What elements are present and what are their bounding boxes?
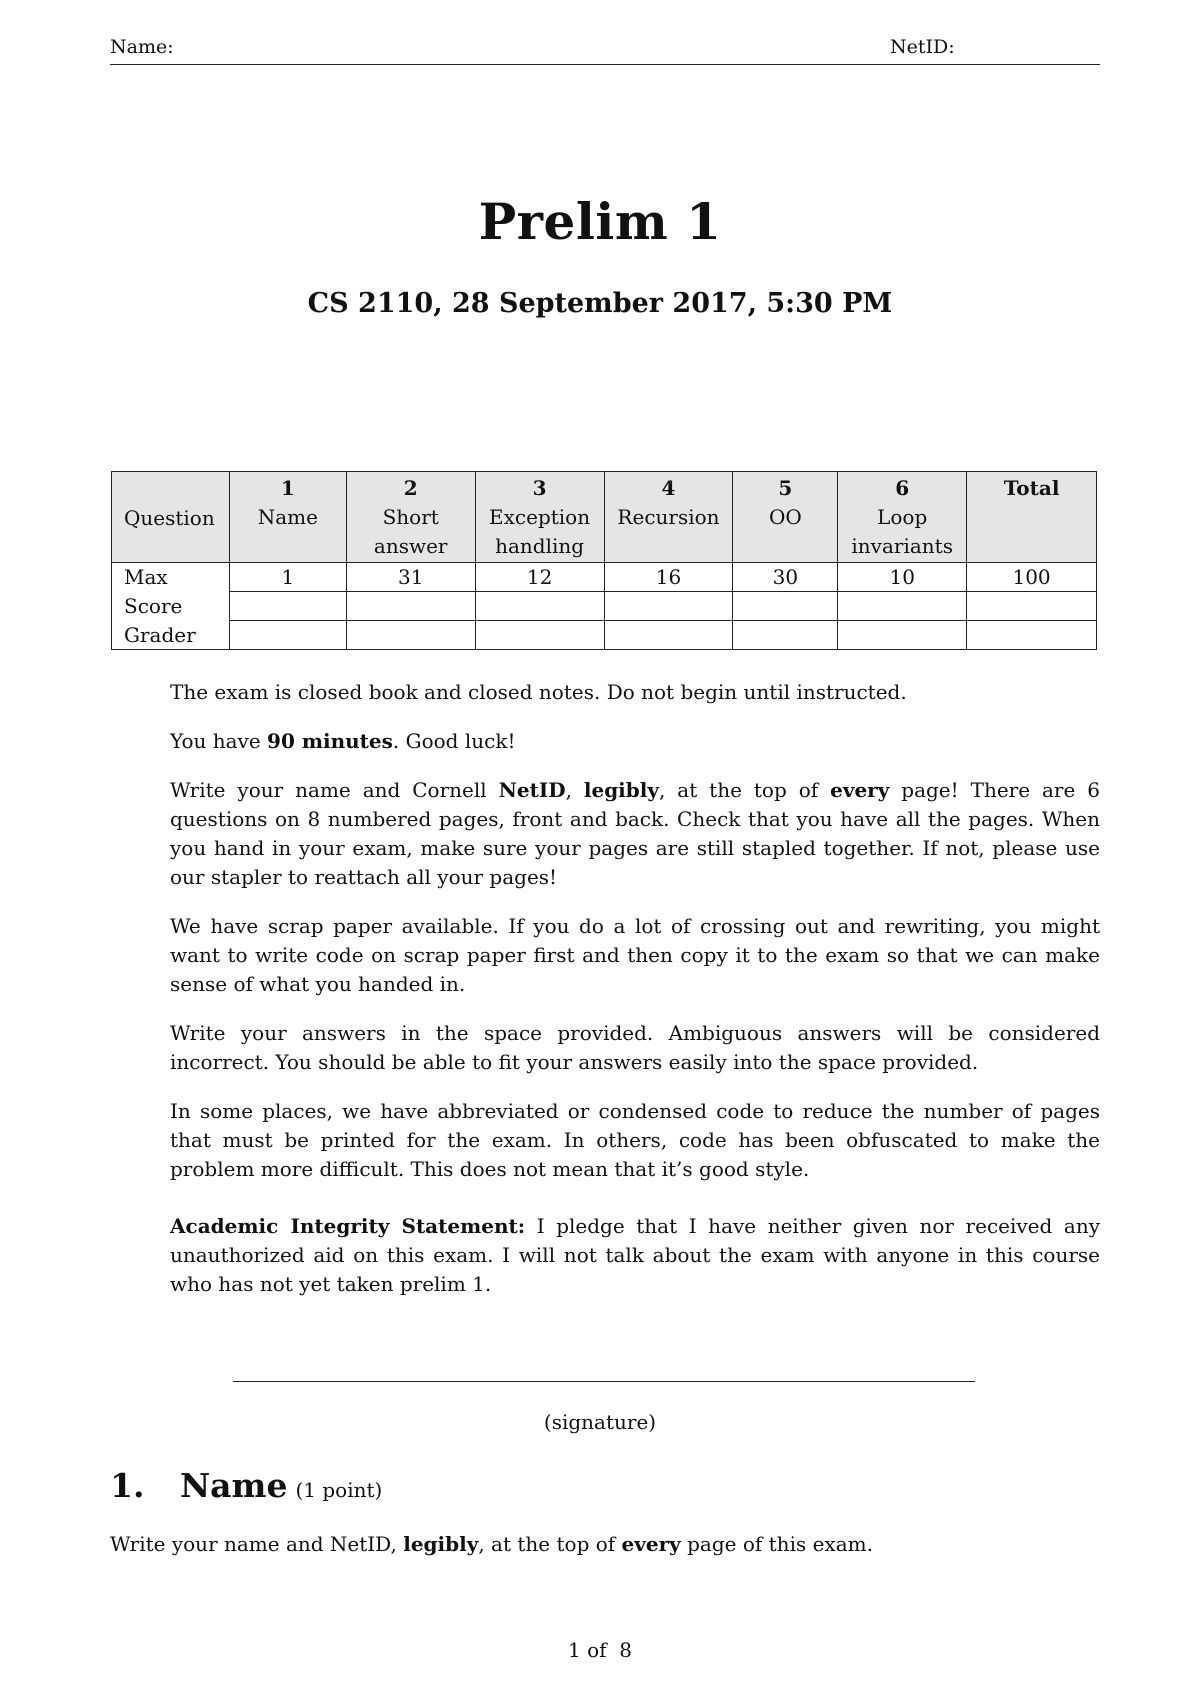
page-number: 1 of 8 xyxy=(568,1638,632,1662)
instruction-code-style: In some places, we have abbreviated or condensed code to reduce the number of pages that must be printed for the exam. In others, code has been obfuscated to make the problem more difficult. This does not mean that it’s good style. xyxy=(170,1099,1100,1181)
signature-caption: (signature) xyxy=(543,1410,657,1434)
question-title: Short xyxy=(382,505,439,529)
score-cell-total xyxy=(967,592,1097,621)
max-value: 10 xyxy=(838,563,967,592)
question-title: Name xyxy=(257,505,318,529)
score-label: Score xyxy=(112,592,230,621)
question-number: 1 xyxy=(280,476,295,500)
question-4-header xyxy=(604,472,733,563)
section-number: 1. xyxy=(110,1466,145,1505)
question-title: Recursion xyxy=(617,505,720,529)
max-label: Max xyxy=(112,563,230,592)
exam-instructions xyxy=(170,678,1100,1319)
total-label: Total xyxy=(1003,476,1060,500)
grade-table-header-row xyxy=(112,472,1097,563)
grader-cell xyxy=(475,621,604,650)
question-6-header xyxy=(838,472,967,563)
score-cell xyxy=(604,592,733,621)
max-value: 16 xyxy=(604,563,733,592)
score-cell xyxy=(229,592,346,621)
section-points: (1 point) xyxy=(295,1478,383,1502)
max-value: 12 xyxy=(475,563,604,592)
question-title-line2: invariants xyxy=(851,534,953,558)
question-number: 5 xyxy=(778,476,793,500)
question-title: Loop xyxy=(877,505,928,529)
section-1-heading xyxy=(110,1466,382,1505)
score-cell xyxy=(346,592,475,621)
score-row xyxy=(112,592,1097,621)
instruction-closed-book: The exam is closed book and closed notes. Do not begin until instructed. xyxy=(170,680,907,704)
question-header-label: Question xyxy=(112,472,230,563)
name-netid-header xyxy=(110,34,1100,65)
question-1-header xyxy=(229,472,346,563)
question-2-header xyxy=(346,472,475,563)
exam-title: Prelim 1 xyxy=(478,192,722,251)
question-number: 3 xyxy=(532,476,547,500)
grader-cell xyxy=(838,621,967,650)
instruction-time: You have 90 minutes. Good luck! xyxy=(170,729,516,753)
signature-line xyxy=(233,1381,975,1382)
name-label: Name: xyxy=(110,36,174,58)
question-title-line2: answer xyxy=(373,534,448,558)
grader-cell xyxy=(229,621,346,650)
question-number: 6 xyxy=(895,476,910,500)
max-value: 31 xyxy=(346,563,475,592)
section-title: Name xyxy=(180,1466,288,1505)
grader-cell-total xyxy=(967,621,1097,650)
question-number: 4 xyxy=(661,476,676,500)
instruction-name-netid: Write your name and Cornell NetID, legibly, at the top of every page! There are 6 questions on 8 numbered pages, front and back. Check that you have all the pages. When you hand in your exam, make sure your pages are still stapled together. If not, please use our stapler to reattach all your pages! xyxy=(170,778,1100,889)
question-5-header xyxy=(733,472,838,563)
max-row xyxy=(112,563,1097,592)
total-header xyxy=(967,472,1097,563)
exam-subtitle: CS 2110, 28 September 2017, 5:30 PM xyxy=(307,288,893,319)
grader-cell xyxy=(604,621,733,650)
question-3-header xyxy=(475,472,604,563)
grader-cell xyxy=(733,621,838,650)
question-title: Exception xyxy=(489,505,591,529)
grader-label: Grader xyxy=(112,621,230,650)
academic-integrity-statement: Academic Integrity Statement: I pledge that I have neither given nor received any unauthorized aid on this exam. I will not talk about the exam with anyone in this course who has not yet taken prelim 1. xyxy=(170,1214,1100,1296)
grader-row xyxy=(112,621,1097,650)
question-number: 2 xyxy=(403,476,418,500)
instruction-answer-space: Write your answers in the space provided. Ambiguous answers will be considered incorrect. You should be able to fit your answers easily into the space provided. xyxy=(170,1021,1100,1074)
score-cell xyxy=(475,592,604,621)
max-value-total: 100 xyxy=(967,563,1097,592)
score-cell xyxy=(733,592,838,621)
netid-label: NetID: xyxy=(890,36,955,58)
grade-table xyxy=(111,471,1097,650)
score-cell xyxy=(838,592,967,621)
section-1-body: Write your name and NetID, legibly, at the top of every page of this exam. xyxy=(110,1532,873,1556)
question-title: OO xyxy=(768,505,802,529)
question-title-line2: handling xyxy=(495,534,585,558)
grader-cell xyxy=(346,621,475,650)
max-value: 1 xyxy=(229,563,346,592)
instruction-scrap-paper: We have scrap paper available. If you do a lot of crossing out and rewriting, you might want to write code on scrap paper first and then copy it to the exam so that we can make sense of what you handed in. xyxy=(170,914,1100,996)
max-value: 30 xyxy=(733,563,838,592)
